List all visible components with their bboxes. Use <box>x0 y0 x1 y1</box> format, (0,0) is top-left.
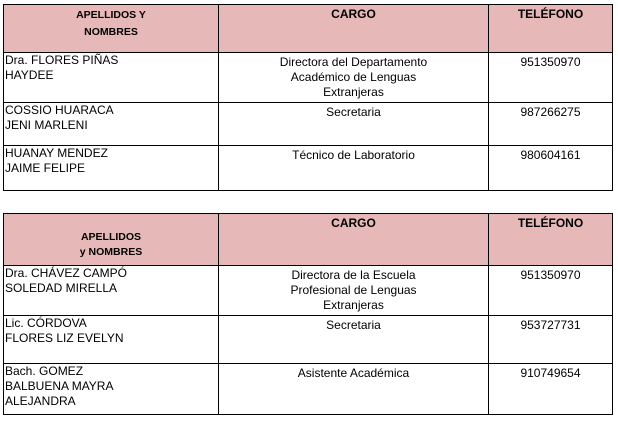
cell-cargo: Directora del Departamento Académico de Lenguas Extranjeras <box>219 53 489 103</box>
cell-cargo: Asistente Académica <box>219 364 489 415</box>
cell-telefono: 980604161 <box>489 146 613 191</box>
header-apellidos-nombres: APELLIDOS y NOMBRES <box>4 214 219 266</box>
header-cargo: CARGO <box>219 214 489 266</box>
header-apellidos-nombres: APELLIDOS Y NOMBRES <box>4 5 219 53</box>
cell-telefono: 953727731 <box>489 316 613 364</box>
cell-telefono: 951350970 <box>489 53 613 103</box>
staff-table-department <box>3 4 613 191</box>
table-row <box>4 53 613 103</box>
table-header-row <box>4 5 613 53</box>
cell-name: Dra. CHÁVEZ CAMPÓ SOLEDAD MIRELLA <box>4 266 219 316</box>
cell-name: HUANAY MENDEZ JAIME FELIPE <box>4 146 219 191</box>
cell-cargo: Directora de la Escuela Profesional de Lenguas Extranjeras <box>219 266 489 316</box>
header-cargo: CARGO <box>219 5 489 53</box>
table-row <box>4 266 613 316</box>
cell-cargo: Técnico de Laboratorio <box>219 146 489 191</box>
cell-cargo: Secretaria <box>219 103 489 146</box>
cell-telefono: 951350970 <box>489 266 613 316</box>
cell-name: COSSIO HUARACA JENI MARLENI <box>4 103 219 146</box>
cell-name: Lic. CÓRDOVA FLORES LIZ EVELYN <box>4 316 219 364</box>
table-header-row <box>4 214 613 266</box>
cell-telefono: 910749654 <box>489 364 613 415</box>
cell-name: Bach. GOMEZ BALBUENA MAYRA ALEJANDRA <box>4 364 219 415</box>
staff-table-school <box>3 213 613 415</box>
table-row <box>4 316 613 364</box>
table-row <box>4 103 613 146</box>
cell-telefono: 987266275 <box>489 103 613 146</box>
header-telefono: TELÉFONO <box>489 5 613 53</box>
table-row <box>4 146 613 191</box>
table-row <box>4 364 613 415</box>
cell-name: Dra. FLORES PIÑAS HAYDEE <box>4 53 219 103</box>
cell-cargo: Secretaria <box>219 316 489 364</box>
header-telefono: TELÉFONO <box>489 214 613 266</box>
